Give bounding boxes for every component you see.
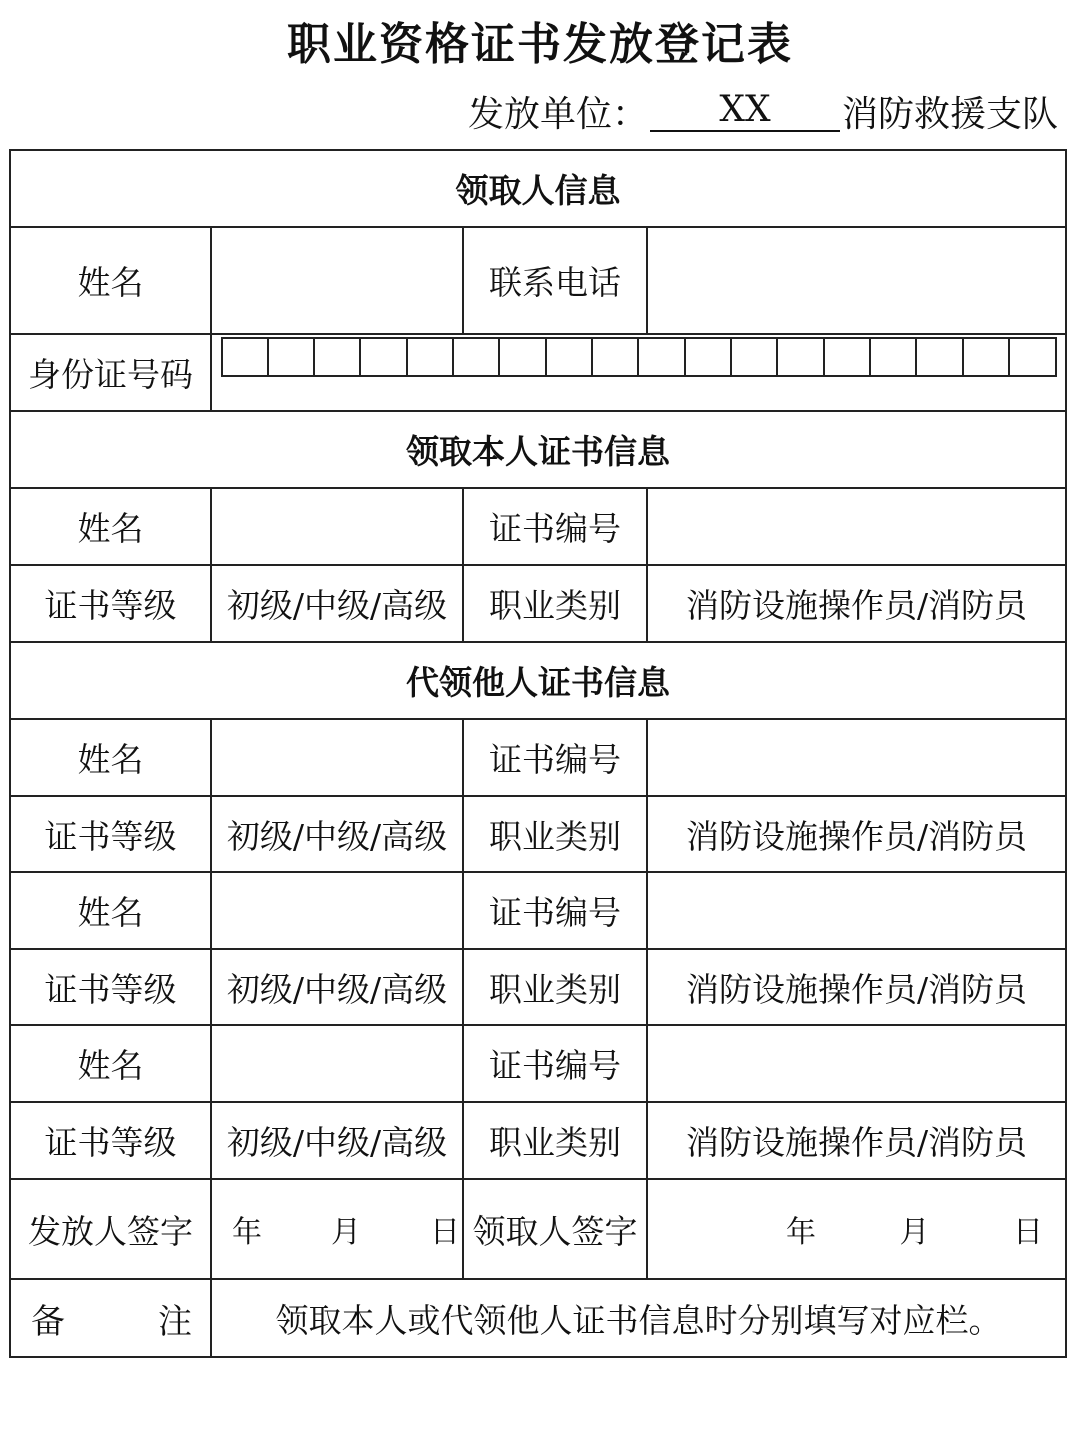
id-digit-box[interactable] <box>684 339 730 375</box>
id-digit-box[interactable] <box>637 339 683 375</box>
id-digit-box[interactable] <box>406 339 452 375</box>
id-digit-box[interactable] <box>498 339 544 375</box>
date-year-label: 年 <box>232 1215 262 1250</box>
proxy1-cert-number-field[interactable] <box>647 719 1066 796</box>
remark-char-1: 备 <box>31 1301 65 1342</box>
section-proxy-cert-info: 代领他人证书信息 <box>10 642 1066 719</box>
proxy3-cert-level-options[interactable]: 初级/中级/高级 <box>211 1102 463 1179</box>
remark-text: 领取本人或代领他人证书信息时分别填写对应栏。 <box>211 1279 1066 1357</box>
issuer-signature-date[interactable] <box>211 1179 463 1279</box>
section-self-cert-info: 领取本人证书信息 <box>10 411 1066 488</box>
proxy2-name-field[interactable] <box>211 872 463 949</box>
id-number-field[interactable] <box>211 334 1066 411</box>
proxy1-name-field[interactable] <box>211 719 463 796</box>
proxy1-occupation-options[interactable]: 消防设施操作员/消防员 <box>647 796 1066 872</box>
self-name-field[interactable] <box>211 488 463 565</box>
proxy1-cert-level-options[interactable]: 初级/中级/高级 <box>211 796 463 872</box>
label-name: 姓名 <box>10 488 211 565</box>
proxy3-cert-number-field[interactable] <box>647 1025 1066 1102</box>
recipient-signature-date[interactable] <box>647 1179 1066 1279</box>
label-cert-level: 证书等级 <box>10 1102 211 1179</box>
id-digit-box[interactable] <box>545 339 591 375</box>
proxy3-name-field[interactable] <box>211 1025 463 1102</box>
label-cert-number: 证书编号 <box>463 872 647 949</box>
label-name: 姓名 <box>10 1025 211 1102</box>
label-cert-level: 证书等级 <box>10 949 211 1025</box>
label-cert-level: 证书等级 <box>10 796 211 872</box>
id-digit-box[interactable] <box>776 339 822 375</box>
id-digit-box[interactable] <box>223 339 267 375</box>
form-title: 职业资格证书发放登记表 <box>287 19 793 70</box>
id-digit-box[interactable] <box>823 339 869 375</box>
label-phone: 联系电话 <box>463 227 647 334</box>
label-cert-number: 证书编号 <box>463 488 647 565</box>
date-day-label: 日 <box>430 1215 460 1250</box>
proxy2-cert-level-options[interactable]: 初级/中级/高级 <box>211 949 463 1025</box>
date-month-label: 月 <box>331 1215 361 1250</box>
label-name: 姓名 <box>10 719 211 796</box>
label-cert-number: 证书编号 <box>463 719 647 796</box>
label-name: 姓名 <box>10 227 211 334</box>
issuing-unit-label: 发放单位： <box>468 93 649 135</box>
id-digit-box[interactable] <box>915 339 961 375</box>
id-digit-box[interactable] <box>730 339 776 375</box>
recipient-name-field[interactable] <box>211 227 463 334</box>
label-occupation: 职业类别 <box>463 1102 647 1179</box>
issuing-unit-blank[interactable]: XX <box>650 90 840 132</box>
section-recipient-info: 领取人信息 <box>10 150 1066 227</box>
label-occupation: 职业类别 <box>463 949 647 1025</box>
remark-char-2: 注 <box>158 1301 192 1342</box>
id-digit-box[interactable] <box>1008 339 1054 375</box>
id-digit-box[interactable] <box>962 339 1008 375</box>
proxy2-cert-number-field[interactable] <box>647 872 1066 949</box>
id-digit-box[interactable] <box>869 339 915 375</box>
proxy3-occupation-options[interactable]: 消防设施操作员/消防员 <box>647 1102 1066 1179</box>
id-digit-box[interactable] <box>452 339 498 375</box>
id-digit-box[interactable] <box>313 339 359 375</box>
self-occupation-options[interactable]: 消防设施操作员/消防员 <box>647 565 1066 642</box>
label-occupation: 职业类别 <box>463 796 647 872</box>
id-digit-box[interactable] <box>267 339 313 375</box>
issuing-unit-line <box>468 86 1058 136</box>
self-cert-level-options[interactable]: 初级/中级/高级 <box>211 565 463 642</box>
label-recipient-signature: 领取人签字 <box>463 1179 647 1279</box>
proxy2-occupation-options[interactable]: 消防设施操作员/消防员 <box>647 949 1066 1025</box>
registration-table <box>9 149 1067 1358</box>
id-digit-box[interactable] <box>591 339 637 375</box>
date-day-label: 日 <box>1013 1215 1043 1250</box>
id-number-boxes[interactable] <box>221 337 1057 377</box>
label-cert-level: 证书等级 <box>10 565 211 642</box>
date-month-label: 月 <box>899 1215 930 1250</box>
self-cert-number-field[interactable] <box>647 488 1066 565</box>
label-name: 姓名 <box>10 872 211 949</box>
label-remark <box>10 1279 211 1357</box>
label-id-number: 身份证号码 <box>10 334 211 411</box>
recipient-phone-field[interactable] <box>647 227 1066 334</box>
date-year-label: 年 <box>786 1215 816 1250</box>
label-occupation: 职业类别 <box>463 565 647 642</box>
label-cert-number: 证书编号 <box>463 1025 647 1102</box>
label-issuer-signature: 发放人签字 <box>10 1179 211 1279</box>
issuing-unit-suffix: 消防救援支队 <box>842 93 1059 135</box>
id-digit-box[interactable] <box>359 339 405 375</box>
